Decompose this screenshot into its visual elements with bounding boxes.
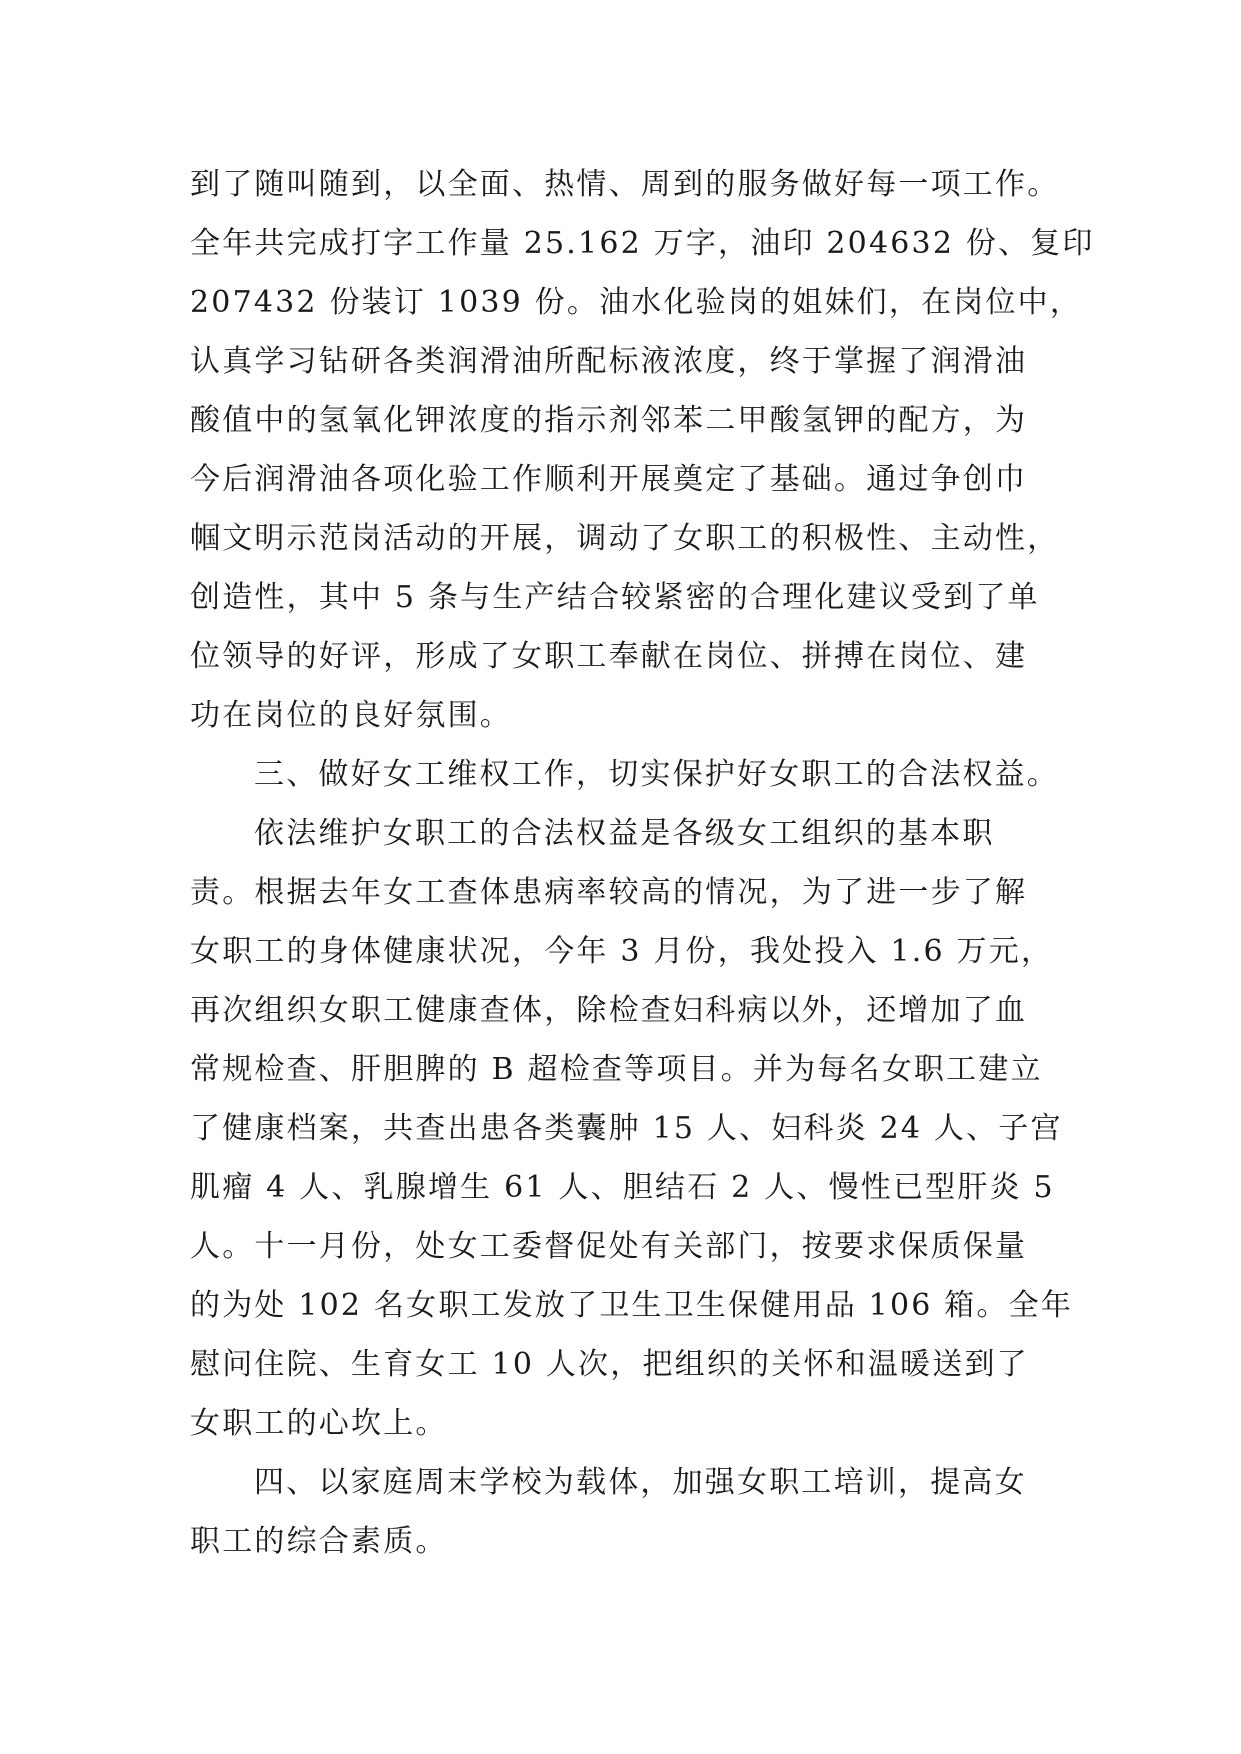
text-line: 今后润滑油各项化验工作顺利开展奠定了基础。通过争创巾 [190, 462, 1028, 497]
text-line: 功在岗位的良好氛围。 [190, 698, 512, 733]
text-line: 女职工的身体健康状况，今年 3 月份，我处投入 1.6 万元， [190, 934, 1054, 969]
text-line: 创造性，其中 5 条与生产结合较紧密的合理化建议受到了单 [190, 580, 1040, 615]
text-line: 人。十一月份，处女工委督促处有关部门，按要求保质保量 [190, 1229, 1028, 1264]
text-line: 常规检查、肝胆脾的 B 超检查等项目。并为每名女职工建立 [190, 1052, 1043, 1087]
text-line: 到了随叫随到，以全面、热情、周到的服务做好每一项工作。 [190, 167, 1060, 202]
text-line: 肌瘤 4 人、乳腺增生 61 人、胆结石 2 人、慢性已型肝炎 5 [190, 1170, 1055, 1205]
section-heading: 三、做好女工维权工作，切实保护好女职工的合法权益。 [254, 757, 1059, 792]
text-line: 位领导的好评，形成了女职工奉献在岗位、拼搏在岗位、建 [190, 639, 1028, 674]
text-line: 依法维护女职工的合法权益是各级女工组织的基本职 [254, 816, 995, 851]
text-line: 了健康档案，共查出患各类囊肿 15 人、妇科炎 24 人、子宫 [190, 1111, 1063, 1146]
text-line: 认真学习钻研各类润滑油所配标液浓度，终于掌握了润滑油 [190, 344, 1028, 379]
text-line: 责。根据去年女工查体患病率较高的情况，为了进一步了解 [190, 875, 1028, 910]
text-line: 帼文明示范岗活动的开展，调动了女职工的积极性、主动性， [190, 521, 1060, 556]
body-text [190, 155, 1095, 1571]
text-line: 再次组织女职工健康查体，除检查妇科病以外，还增加了血 [190, 993, 1028, 1028]
text-line: 慰问住院、生育女工 10 人次，把组织的关怀和温暖送到了 [190, 1347, 1029, 1382]
section-heading: 四、以家庭周末学校为载体，加强女职工培训，提高女 [254, 1465, 1027, 1500]
text-line: 的为处 102 名女职工发放了卫生卫生保健用品 106 箱。全年 [190, 1288, 1074, 1323]
text-line: 女职工的心坎上。 [190, 1406, 448, 1441]
text-line: 职工的综合素质。 [190, 1524, 448, 1559]
text-line: 酸值中的氢氧化钾浓度的指示剂邻苯二甲酸氢钾的配方，为 [190, 403, 1028, 438]
text-line: 全年共完成打字工作量 25.162 万字，油印 204632 份、复印 [190, 226, 1095, 261]
text-line: 207432 份装订 1039 份。油水化验岗的姐妹们，在岗位中， [190, 285, 1083, 320]
